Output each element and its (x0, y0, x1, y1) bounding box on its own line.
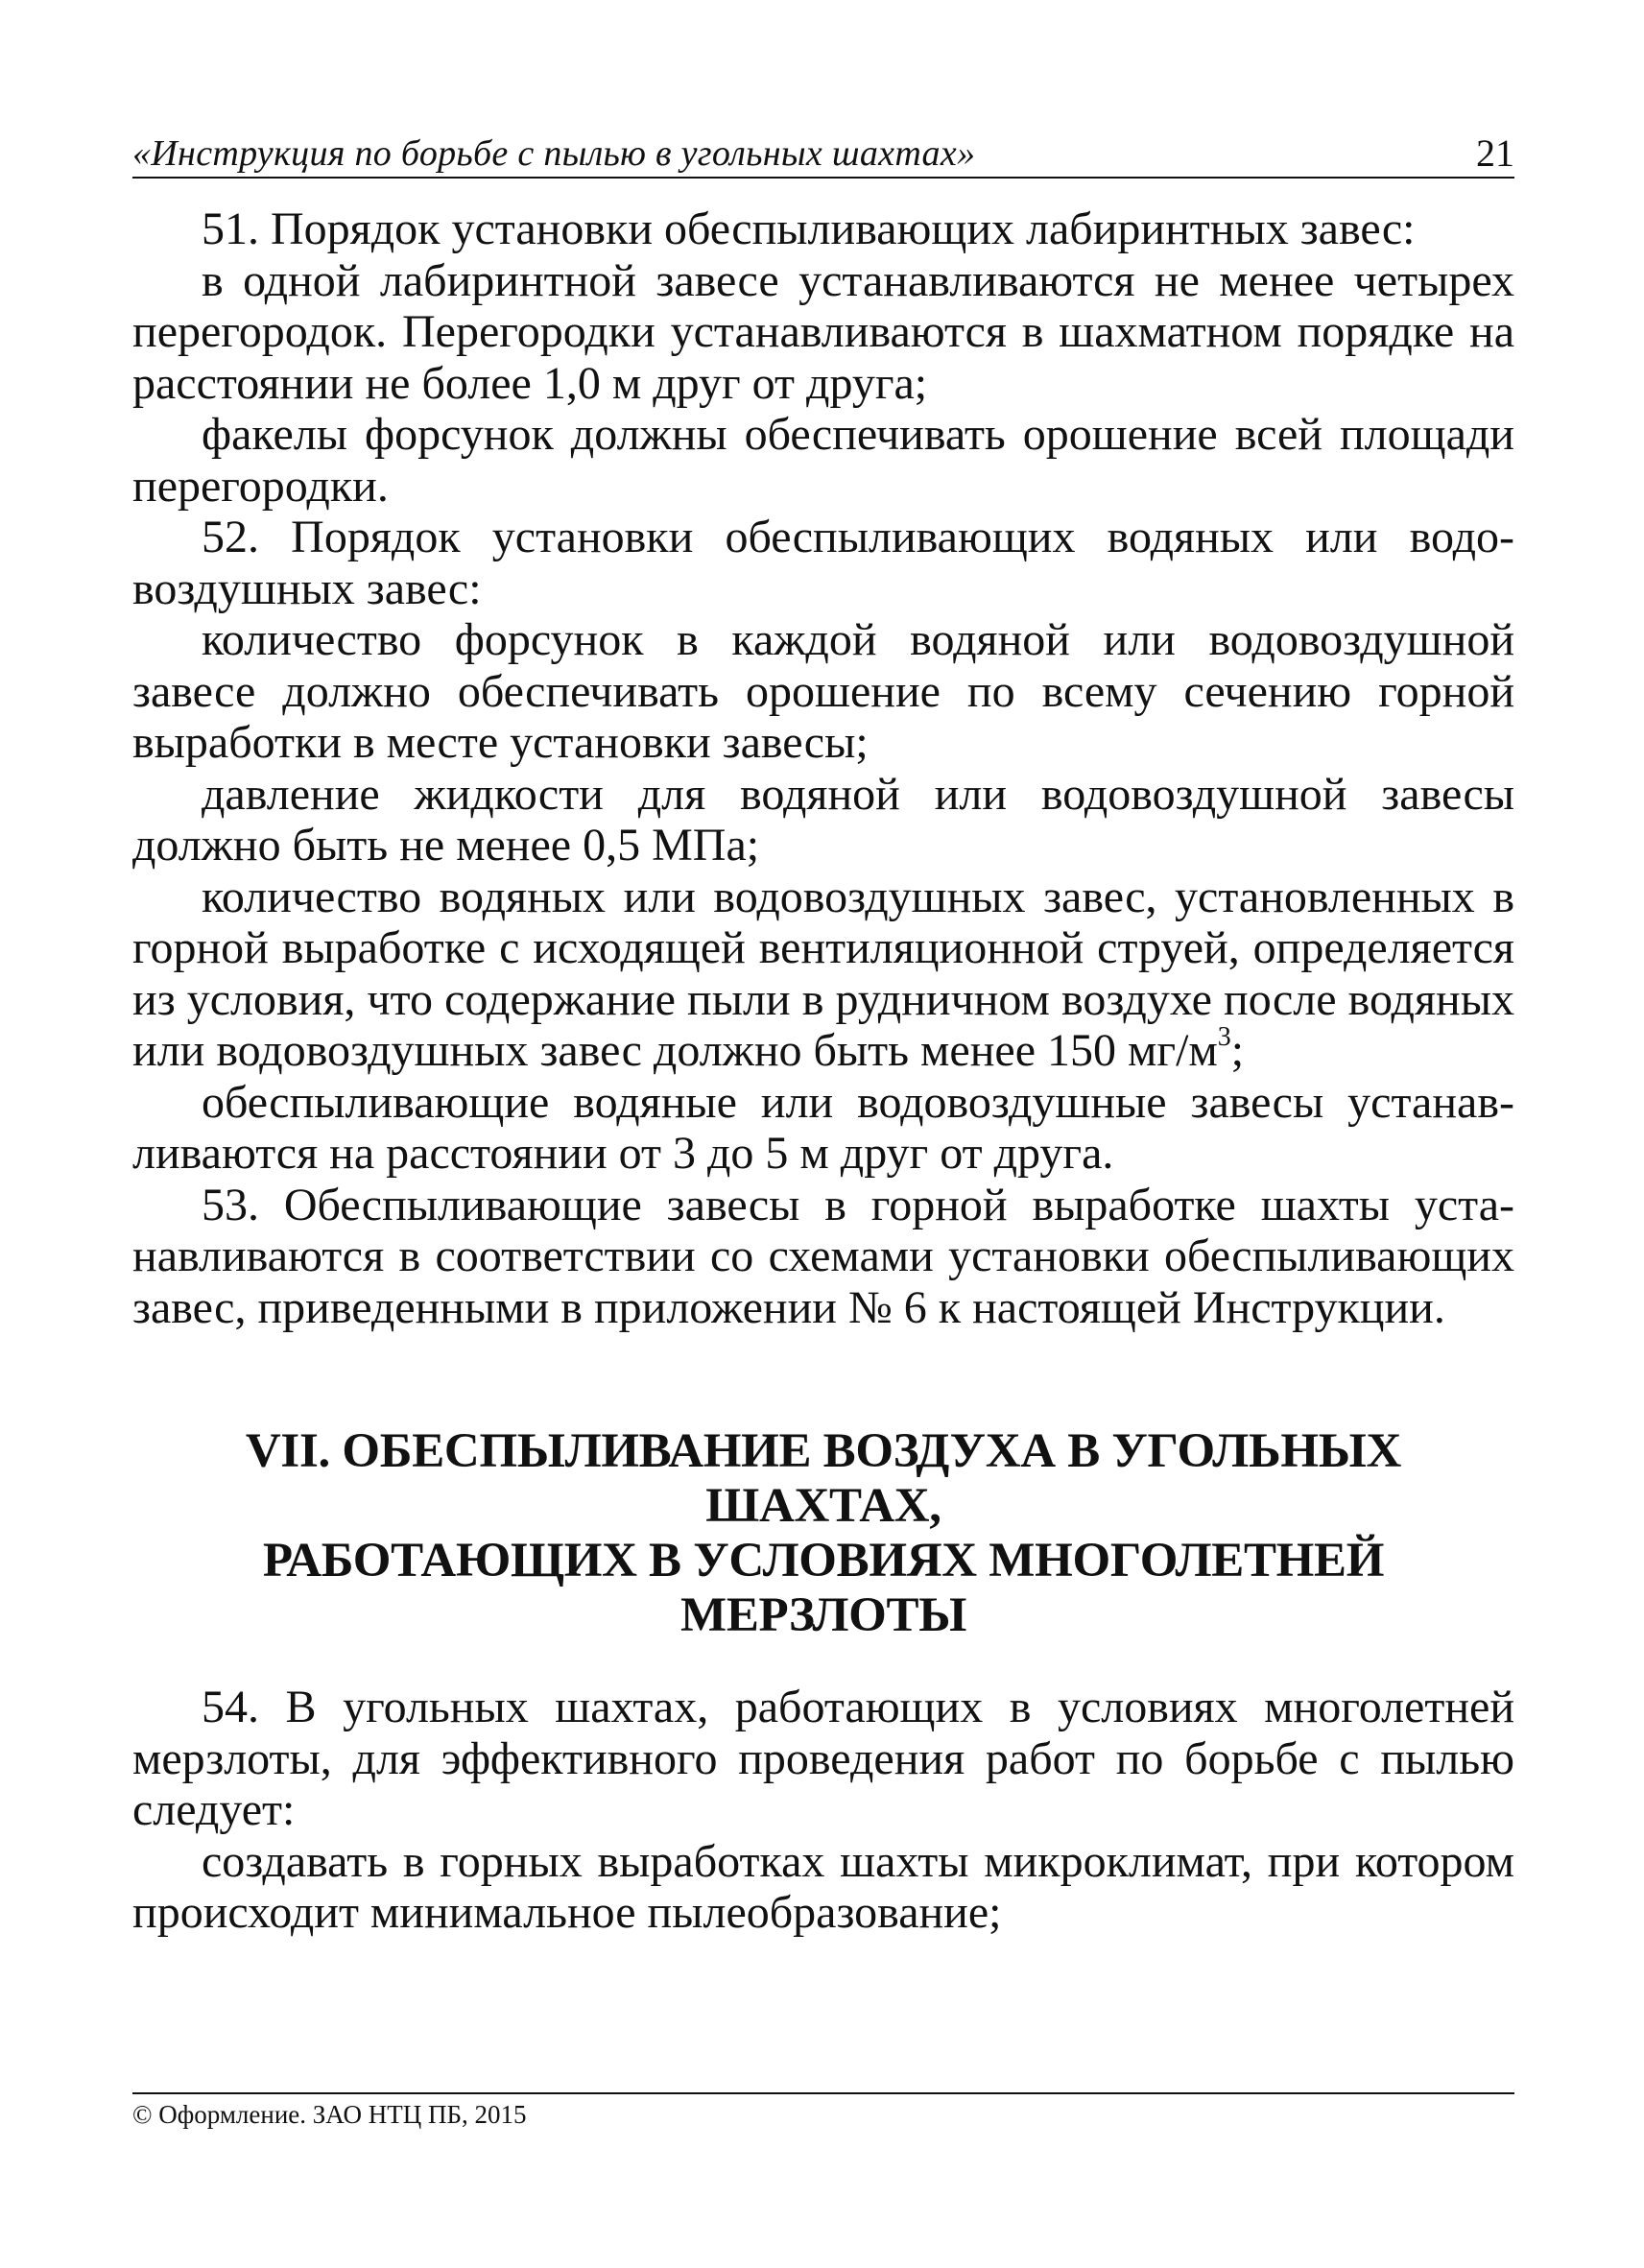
paragraph-54-microclimate: создавать в горных выработках шахты микроклимат, при котором происходит минимальное пылеобразование; (132, 1835, 1514, 1938)
running-title: «Инструкция по борьбе с пылью в угольных шахтах» (132, 133, 976, 174)
page-body (132, 203, 1514, 1939)
paragraph-52-curtain-count-text: количество водяных или водовоздушных завес, установленных в горной выработке с исходящей вентиляционной струей, определяется из условия, что содержание пыли в рудничном воздухе после водяных или водовоздушных завес должно быть менее 150 мг/м (132, 871, 1514, 1076)
paragraph-52-curtain-count-end: ; (1230, 1025, 1245, 1076)
paragraph-52-intro: 52. Порядок установки обеспыливающих водяных или водовоздушных завес: (132, 512, 1514, 614)
section-heading-line-2: РАБОТАЮЩИХ В УСЛОВИЯХ МНОГОЛЕТНЕЙ МЕРЗЛОТЫ (262, 1534, 1385, 1642)
paragraph-54-intro: 54. В угольных шахтах, работающих в условиях многолетней мерзлоты, для эффективного проведения работ по борьбе с пылью следует: (132, 1682, 1514, 1835)
page-number: 21 (1476, 131, 1514, 175)
footer-rule (132, 2092, 1514, 2094)
paragraph-51-intro: 51. Порядок установки обеспыливающих лабиринтных завес: (202, 203, 1416, 254)
paragraph-52-curtain-count (132, 871, 1514, 1077)
paragraph-51-nozzles: факелы форсунок должны обеспечивать орошение всей площади перегородки. (132, 409, 1514, 512)
section-heading (132, 1424, 1514, 1643)
paragraph-52-pressure: давление жидкости для водяной или водовоздушной завесы должно быть не менее 0,5 МПа; (132, 768, 1514, 871)
paragraph-52-spacing: обеспыливающие водяные или водовоздушные завесы устанавливаются на расстоянии от 3 до 5 м друг от друга. (132, 1076, 1514, 1179)
paragraph-53: 53. Обеспыливающие завесы в горной выработке шахты устанавливаются в соответствии со схемами установки обеспыливающих завес, приведенными в приложении № 6 к настоящей Инструкции. (132, 1179, 1514, 1333)
cubic-superscript: 3 (1217, 1022, 1231, 1052)
paragraph-51-partitions: в одной лабиринтной завесе устанавливаются не менее четырех перегородок. Перегородки устанавливаются в шахматном порядке на расстоянии не более 1,0 м друг от друга; (132, 254, 1514, 409)
running-header (132, 127, 1514, 179)
paragraph-52-nozzle-count: количество форсунок в каждой водяной или водовоздушной завесе должно обеспечивать орошение по всему сечению горной выработки в месте установки завесы; (132, 614, 1514, 768)
section-heading-line-1: VII. ОБЕСПЫЛИВАНИЕ ВОЗДУХА В УГОЛЬНЫХ ШАХТАХ, (245, 1424, 1402, 1533)
footer-copyright: © Оформление. ЗАО НТЦ ПБ, 2015 (132, 2100, 527, 2129)
